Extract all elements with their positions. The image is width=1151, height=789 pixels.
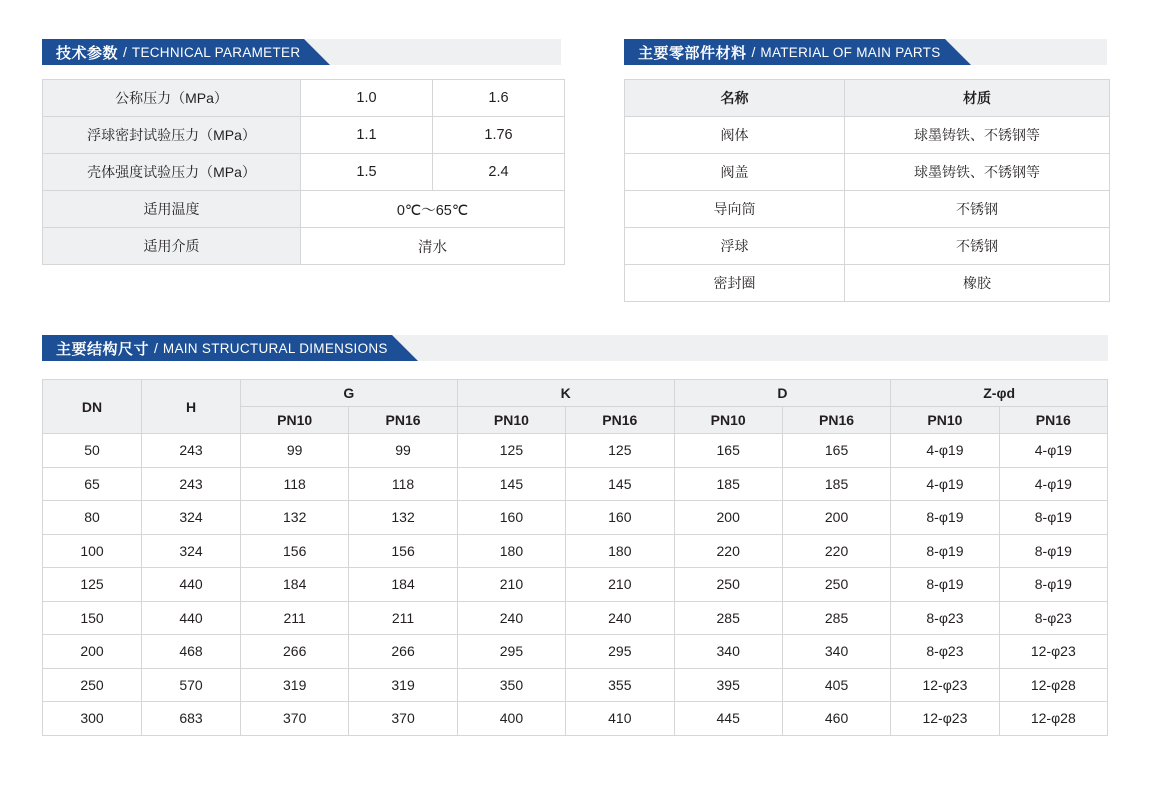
table-row — [43, 702, 1108, 736]
technical-parameter-header-bar — [42, 39, 304, 65]
table-row — [43, 191, 565, 228]
dim-cell-g-pn10: 211 — [241, 601, 349, 635]
dim-subheader-d-pn16: PN16 — [782, 407, 890, 434]
table-row — [625, 228, 1110, 265]
dim-cell-zd-pn16: 8-φ23 — [999, 601, 1107, 635]
material-title-separator: / — [751, 44, 756, 60]
dim-cell-dn: 65 — [43, 467, 142, 501]
dim-cell-zd-pn10: 8-φ23 — [891, 601, 999, 635]
material-header-bar — [624, 39, 945, 65]
dim-cell-h: 324 — [142, 534, 241, 568]
dim-cell-zd-pn16: 12-φ28 — [999, 702, 1107, 736]
dim-cell-h: 683 — [142, 702, 241, 736]
dim-cell-zd-pn10: 4-φ19 — [891, 467, 999, 501]
material-of-main-parts-section — [624, 39, 1107, 302]
dim-col-header-k: K — [457, 380, 674, 407]
dim-cell-k-pn10: 125 — [457, 434, 565, 468]
material-col-header-material: 材质 — [845, 80, 1110, 117]
tech-label: 浮球密封试验压力（MPa） — [43, 117, 301, 154]
dim-cell-zd-pn10: 8-φ23 — [891, 635, 999, 669]
dim-cell-k-pn16: 410 — [566, 702, 674, 736]
dim-cell-d-pn10: 285 — [674, 601, 782, 635]
dim-subheader-zd-pn10: PN10 — [891, 407, 999, 434]
dim-cell-k-pn10: 400 — [457, 702, 565, 736]
dim-cell-k-pn10: 180 — [457, 534, 565, 568]
table-row — [43, 635, 1108, 669]
dim-cell-d-pn10: 250 — [674, 568, 782, 602]
dim-cell-k-pn10: 145 — [457, 467, 565, 501]
technical-parameter-title-en: TECHNICAL PARAMETER — [131, 44, 301, 60]
dim-cell-g-pn10: 266 — [241, 635, 349, 669]
dim-cell-d-pn16: 285 — [782, 601, 890, 635]
dim-cell-zd-pn16: 8-φ19 — [999, 501, 1107, 535]
dim-cell-k-pn10: 210 — [457, 568, 565, 602]
dimensions-header-bar — [42, 335, 392, 361]
dim-cell-dn: 250 — [43, 668, 142, 702]
table-row — [43, 117, 565, 154]
dim-cell-k-pn16: 240 — [566, 601, 674, 635]
dim-subheader-g-pn16: PN16 — [349, 407, 457, 434]
dim-cell-zd-pn16: 4-φ19 — [999, 467, 1107, 501]
tech-value-span: 清水 — [301, 228, 565, 265]
dim-cell-d-pn16: 185 — [782, 467, 890, 501]
dim-cell-h: 570 — [142, 668, 241, 702]
dim-cell-g-pn16: 156 — [349, 534, 457, 568]
material-part-name: 导向筒 — [625, 191, 845, 228]
dim-cell-dn: 150 — [43, 601, 142, 635]
technical-parameter-header — [42, 39, 561, 65]
main-structural-dimensions-section — [42, 335, 1108, 736]
dim-cell-g-pn16: 132 — [349, 501, 457, 535]
dim-cell-g-pn10: 370 — [241, 702, 349, 736]
tech-value-pn10: 1.0 — [301, 80, 433, 117]
material-title-cn: 主要零部件材料 — [638, 44, 747, 62]
dim-cell-g-pn16: 118 — [349, 467, 457, 501]
table-row — [43, 228, 565, 265]
dim-cell-d-pn10: 165 — [674, 434, 782, 468]
table-row — [43, 668, 1108, 702]
dim-cell-d-pn16: 250 — [782, 568, 890, 602]
dim-cell-d-pn16: 165 — [782, 434, 890, 468]
dim-cell-d-pn16: 200 — [782, 501, 890, 535]
tech-label: 壳体强度试验压力（MPa） — [43, 154, 301, 191]
dim-col-header-dn: DN — [43, 380, 142, 434]
dim-cell-d-pn10: 200 — [674, 501, 782, 535]
table-header-row — [625, 80, 1110, 117]
dim-cell-g-pn16: 370 — [349, 702, 457, 736]
dim-cell-h: 440 — [142, 601, 241, 635]
dim-cell-g-pn16: 99 — [349, 434, 457, 468]
dim-cell-g-pn16: 211 — [349, 601, 457, 635]
dim-cell-d-pn10: 395 — [674, 668, 782, 702]
dim-cell-k-pn10: 240 — [457, 601, 565, 635]
dim-cell-zd-pn10: 8-φ19 — [891, 568, 999, 602]
dim-cell-k-pn16: 145 — [566, 467, 674, 501]
dim-cell-h: 324 — [142, 501, 241, 535]
table-row — [625, 154, 1110, 191]
material-part-name: 浮球 — [625, 228, 845, 265]
dim-cell-d-pn10: 340 — [674, 635, 782, 669]
dimensions-table — [42, 379, 1108, 736]
dim-cell-d-pn16: 460 — [782, 702, 890, 736]
material-col-header-name: 名称 — [625, 80, 845, 117]
tech-label: 公称压力（MPa） — [43, 80, 301, 117]
dim-subheader-d-pn10: PN10 — [674, 407, 782, 434]
dim-cell-k-pn16: 160 — [566, 501, 674, 535]
table-row — [625, 265, 1110, 302]
material-part-name: 密封圈 — [625, 265, 845, 302]
material-header — [624, 39, 1107, 65]
dim-cell-g-pn10: 132 — [241, 501, 349, 535]
dim-col-header-d: D — [674, 380, 891, 407]
tech-label: 适用温度 — [43, 191, 301, 228]
dim-cell-dn: 80 — [43, 501, 142, 535]
dim-cell-k-pn16: 210 — [566, 568, 674, 602]
dim-cell-d-pn16: 405 — [782, 668, 890, 702]
table-row — [43, 568, 1108, 602]
dimensions-title-separator: / — [154, 340, 158, 356]
dim-cell-g-pn16: 184 — [349, 568, 457, 602]
dim-col-header-h: H — [142, 380, 241, 434]
tech-value-pn10: 1.5 — [301, 154, 433, 191]
material-part-material: 球墨铸铁、不锈钢等 — [845, 154, 1110, 191]
dim-cell-dn: 125 — [43, 568, 142, 602]
dim-col-header-zd: Z-φd — [891, 380, 1108, 407]
table-row — [43, 80, 565, 117]
tech-label: 适用介质 — [43, 228, 301, 265]
dim-cell-zd-pn10: 12-φ23 — [891, 702, 999, 736]
dim-cell-k-pn16: 125 — [566, 434, 674, 468]
material-part-material: 橡胶 — [845, 265, 1110, 302]
dim-cell-zd-pn16: 4-φ19 — [999, 434, 1107, 468]
dim-cell-k-pn10: 295 — [457, 635, 565, 669]
dim-cell-zd-pn10: 8-φ19 — [891, 501, 999, 535]
table-row — [43, 501, 1108, 535]
tech-value-pn16: 2.4 — [433, 154, 565, 191]
table-header-row-group — [43, 380, 1108, 407]
dim-cell-zd-pn10: 12-φ23 — [891, 668, 999, 702]
dim-cell-zd-pn16: 12-φ28 — [999, 668, 1107, 702]
tech-value-pn10: 1.1 — [301, 117, 433, 154]
dimensions-title-cn: 主要结构尺寸 — [56, 340, 150, 358]
dim-cell-zd-pn16: 12-φ23 — [999, 635, 1107, 669]
dim-cell-zd-pn16: 8-φ19 — [999, 534, 1107, 568]
dim-cell-g-pn10: 156 — [241, 534, 349, 568]
dim-cell-zd-pn10: 8-φ19 — [891, 534, 999, 568]
dim-cell-dn: 300 — [43, 702, 142, 736]
technical-parameter-section — [42, 39, 561, 265]
dim-cell-g-pn10: 319 — [241, 668, 349, 702]
dim-cell-zd-pn10: 4-φ19 — [891, 434, 999, 468]
material-part-material: 不锈钢 — [845, 228, 1110, 265]
table-row — [43, 534, 1108, 568]
dim-cell-h: 243 — [142, 467, 241, 501]
table-row — [43, 601, 1108, 635]
table-row — [625, 191, 1110, 228]
dimensions-title-en: MAIN STRUCTURAL DIMENSIONS — [162, 340, 388, 356]
table-row — [625, 117, 1110, 154]
tech-value-pn16: 1.6 — [433, 80, 565, 117]
dim-cell-dn: 100 — [43, 534, 142, 568]
dim-cell-g-pn10: 99 — [241, 434, 349, 468]
dim-cell-h: 440 — [142, 568, 241, 602]
dim-cell-dn: 50 — [43, 434, 142, 468]
dim-col-header-g: G — [241, 380, 458, 407]
dim-cell-k-pn10: 350 — [457, 668, 565, 702]
dim-cell-zd-pn16: 8-φ19 — [999, 568, 1107, 602]
technical-parameter-title-separator: / — [123, 44, 127, 60]
dim-cell-g-pn16: 266 — [349, 635, 457, 669]
material-title-en: MATERIAL OF MAIN PARTS — [760, 44, 941, 60]
dimensions-header — [42, 335, 1108, 361]
material-part-material: 不锈钢 — [845, 191, 1110, 228]
dim-cell-d-pn10: 185 — [674, 467, 782, 501]
dim-cell-g-pn16: 319 — [349, 668, 457, 702]
dim-cell-g-pn10: 184 — [241, 568, 349, 602]
dim-subheader-zd-pn16: PN16 — [999, 407, 1107, 434]
dim-cell-d-pn10: 445 — [674, 702, 782, 736]
technical-parameter-table — [42, 79, 565, 265]
dim-cell-k-pn10: 160 — [457, 501, 565, 535]
dim-cell-d-pn16: 340 — [782, 635, 890, 669]
dim-cell-h: 468 — [142, 635, 241, 669]
technical-parameter-title-cn: 技术参数 — [56, 44, 119, 62]
dim-cell-k-pn16: 295 — [566, 635, 674, 669]
table-row — [43, 434, 1108, 468]
material-part-name: 阀盖 — [625, 154, 845, 191]
material-table — [624, 79, 1110, 302]
dim-subheader-k-pn16: PN16 — [566, 407, 674, 434]
table-row — [43, 154, 565, 191]
table-row — [43, 467, 1108, 501]
material-part-name: 阀体 — [625, 117, 845, 154]
dim-subheader-k-pn10: PN10 — [457, 407, 565, 434]
dim-cell-dn: 200 — [43, 635, 142, 669]
tech-value-span: 0℃～65℃ — [301, 191, 565, 228]
dim-cell-d-pn10: 220 — [674, 534, 782, 568]
dim-cell-k-pn16: 355 — [566, 668, 674, 702]
tech-value-pn16: 1.76 — [433, 117, 565, 154]
dim-subheader-g-pn10: PN10 — [241, 407, 349, 434]
dim-cell-h: 243 — [142, 434, 241, 468]
material-part-material: 球墨铸铁、不锈钢等 — [845, 117, 1110, 154]
dim-cell-g-pn10: 118 — [241, 467, 349, 501]
dim-cell-k-pn16: 180 — [566, 534, 674, 568]
dim-cell-d-pn16: 220 — [782, 534, 890, 568]
